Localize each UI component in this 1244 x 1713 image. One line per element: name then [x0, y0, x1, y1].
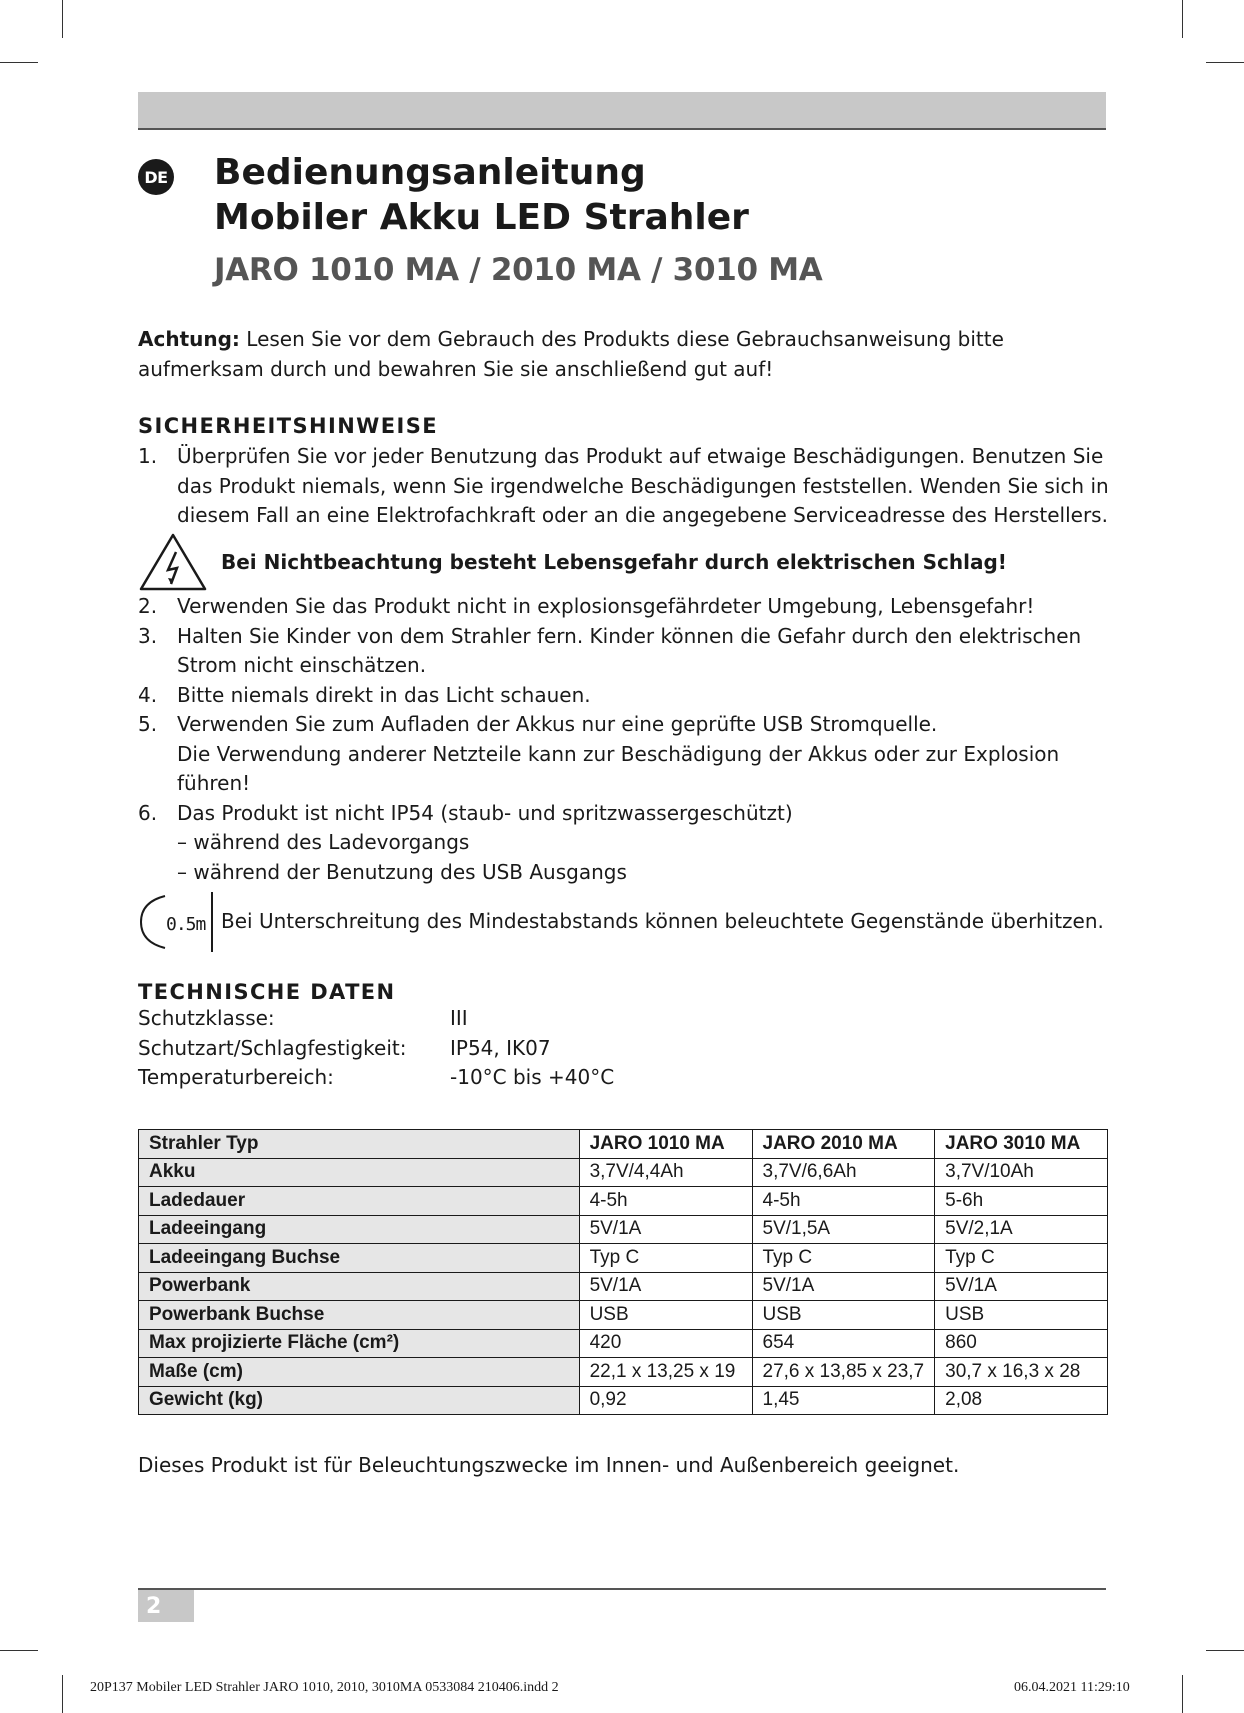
table-cell: JARO 3010 MA	[935, 1130, 1108, 1159]
list-item	[138, 592, 1118, 622]
table-row	[139, 1329, 1108, 1358]
table-row	[139, 1187, 1108, 1216]
table-cell: 2,08	[935, 1386, 1108, 1415]
attention-text: Lesen Sie vor dem Gebrauch des Produkts diese Gebrauchsanweisung bitte aufmerksam durch und bewahren Sie sie anschließend gut auf!	[138, 327, 1004, 381]
attention-label: Achtung:	[138, 327, 240, 351]
table-cell: 3,7V/6,6Ah	[752, 1158, 935, 1187]
table-header-row	[139, 1130, 1108, 1159]
shock-warning	[138, 532, 1118, 592]
list-number: 4.	[138, 682, 158, 707]
header-band	[138, 92, 1106, 130]
table-row	[139, 1244, 1108, 1273]
divider	[211, 892, 213, 952]
table-cell: USB	[752, 1301, 935, 1330]
model-subtitle: JARO 1010 MA / 2010 MA / 3010 MA	[214, 252, 823, 288]
table-cell: 4-5h	[579, 1187, 752, 1216]
table-cell: 27,6 x 13,85 x 23,7	[752, 1358, 935, 1387]
spec-value: III	[450, 1006, 468, 1030]
table-cell: 5V/1A	[935, 1272, 1108, 1301]
usage-note: Dieses Produkt ist für Beleuchtungszwecke im Innen- und Außenbereich geeignet.	[138, 1453, 960, 1477]
list-item	[138, 442, 1118, 531]
table-cell: 5V/1,5A	[752, 1215, 935, 1244]
table-cell: 654	[752, 1329, 935, 1358]
table-row	[139, 1386, 1108, 1415]
crop-mark	[0, 62, 38, 63]
list-number: 5.	[138, 712, 158, 736]
table-row	[139, 1272, 1108, 1301]
table-cell: 22,1 x 13,25 x 19	[579, 1358, 752, 1387]
table-cell: 5-6h	[935, 1187, 1108, 1216]
list-number: 2.	[138, 594, 158, 618]
list-text: Verwenden Sie das Produkt nicht in explosionsgefährdeter Umgebung, Lebensgefahr!	[177, 594, 1035, 618]
row-label-cell: Ladeeingang Buchse	[139, 1244, 580, 1273]
table-cell: 30,7 x 16,3 x 28	[935, 1358, 1108, 1387]
title-line-2: Mobiler Akku LED Strahler	[214, 197, 749, 238]
list-number: 1.	[138, 444, 158, 468]
spec-label: Temperaturbereich:	[138, 1065, 334, 1089]
crop-mark	[1206, 1650, 1244, 1651]
crop-mark	[62, 0, 63, 38]
table-cell: Typ C	[752, 1244, 935, 1273]
table-cell: 5V/1A	[579, 1272, 752, 1301]
row-label-cell: Powerbank Buchse	[139, 1301, 580, 1330]
distance-text: Bei Unterschreitung des Mindestabstands können beleuchtete Gegenstände überhitzen.	[221, 909, 1104, 933]
list-item	[138, 622, 1118, 681]
list-number: 6.	[138, 800, 158, 825]
row-label-cell: Strahler Typ	[139, 1130, 580, 1159]
safety-list-part2	[138, 592, 1118, 887]
crop-mark	[1182, 1675, 1183, 1713]
list-text: Überprüfen Sie vor jeder Benutzung das Produkt auf etwaige Beschädigungen. Benutzen Sie das Produkt niemals, wenn Sie irgendwelche Beschädigungen feststellen. Wenden Sie sich in diesem Fall an eine Elektrofachkraft oder an die angegebene Serviceadresse des Herstellers.	[177, 444, 1109, 527]
table-cell: 0,92	[579, 1386, 752, 1415]
list-text: Bitte niemals direkt in das Licht schauen.	[177, 682, 591, 707]
table-cell: 1,45	[752, 1386, 935, 1415]
distance-label: 0.5m	[166, 914, 206, 935]
table-cell: 5V/1A	[579, 1215, 752, 1244]
table-cell: 860	[935, 1329, 1108, 1358]
table-cell: 420	[579, 1329, 752, 1358]
list-number: 3.	[138, 623, 158, 648]
table-row	[139, 1158, 1108, 1187]
crop-mark	[62, 1675, 63, 1713]
table-row	[139, 1301, 1108, 1330]
print-slug: 20P137 Mobiler LED Strahler JARO 1010, 2010, 3010MA 0533084 210406.indd 2	[90, 1680, 559, 1695]
list-text: Die Verwendung anderer Netzteile kann zur Beschädigung der Akkus oder zur Explosion führen!	[177, 741, 1060, 795]
list-item	[138, 710, 1118, 799]
row-label-cell: Max projizierte Fläche (cm²)	[139, 1329, 580, 1358]
crop-mark	[0, 1650, 38, 1651]
spec-label: Schutzklasse:	[138, 1006, 275, 1030]
table-row	[139, 1215, 1108, 1244]
language-badge: DE	[138, 159, 174, 195]
table-cell: 5V/1A	[752, 1272, 935, 1301]
safety-heading: SICHERHEITSHINWEISE	[138, 414, 438, 438]
spec-value: -10°C bis +40°C	[450, 1065, 615, 1089]
list-text: – während der Benutzung des USB Ausgangs	[177, 859, 627, 884]
title-line-1: Bedienungsanleitung	[214, 152, 646, 193]
crop-mark	[1182, 0, 1183, 38]
shock-warning-text: Bei Nichtbeachtung besteht Lebensgefahr durch elektrischen Schlag!	[221, 550, 1007, 574]
table-cell: USB	[579, 1301, 752, 1330]
footer-rule	[138, 1588, 1106, 1590]
table-cell: Typ C	[579, 1244, 752, 1273]
list-text: Das Produkt ist nicht IP54 (staub- und spritzwassergeschützt)	[177, 800, 793, 825]
electric-shock-warning-icon	[138, 532, 208, 592]
safety-list-part1	[138, 442, 1118, 531]
list-item	[138, 799, 1118, 888]
table-row	[139, 1358, 1108, 1387]
page-title	[214, 150, 749, 240]
table-cell: USB	[935, 1301, 1108, 1330]
row-label-cell: Ladedauer	[139, 1187, 580, 1216]
spec-value: IP54, IK07	[450, 1035, 551, 1060]
row-label-cell: Akku	[139, 1158, 580, 1187]
row-label-cell: Maße (cm)	[139, 1358, 580, 1387]
table-cell: JARO 2010 MA	[752, 1130, 935, 1159]
table-cell: JARO 1010 MA	[579, 1130, 752, 1159]
spec-table	[138, 1129, 1108, 1415]
table-cell: 3,7V/10Ah	[935, 1158, 1108, 1187]
tech-heading: TECHNISCHE DATEN	[138, 980, 396, 1004]
print-timestamp: 06.04.2021 11:29:10	[1014, 1680, 1130, 1695]
list-text: Halten Sie Kinder von dem Strahler fern. Kinder können die Gefahr durch den elektrischen Strom nicht einschätzen.	[177, 623, 1082, 677]
attention-paragraph	[138, 325, 1118, 384]
minimum-distance-notice	[138, 892, 1138, 952]
table-cell: 3,7V/4,4Ah	[579, 1158, 752, 1187]
list-item	[138, 681, 1118, 711]
table-cell: 5V/2,1A	[935, 1215, 1108, 1244]
table-cell: 4-5h	[752, 1187, 935, 1216]
crop-mark	[1206, 62, 1244, 63]
row-label-cell: Powerbank	[139, 1272, 580, 1301]
spec-table-body	[139, 1130, 1108, 1415]
list-text: – während des Ladevorgangs	[177, 830, 470, 854]
row-label-cell: Ladeeingang	[139, 1215, 580, 1244]
list-text: Verwenden Sie zum Aufladen der Akkus nur eine geprüfte USB Stromquelle.	[177, 712, 938, 736]
row-label-cell: Gewicht (kg)	[139, 1386, 580, 1415]
table-cell: Typ C	[935, 1244, 1108, 1273]
minimum-distance-icon	[138, 892, 168, 952]
page-number: 2	[138, 1590, 194, 1622]
spec-label: Schutzart/Schlagfestigkeit:	[138, 1035, 407, 1060]
